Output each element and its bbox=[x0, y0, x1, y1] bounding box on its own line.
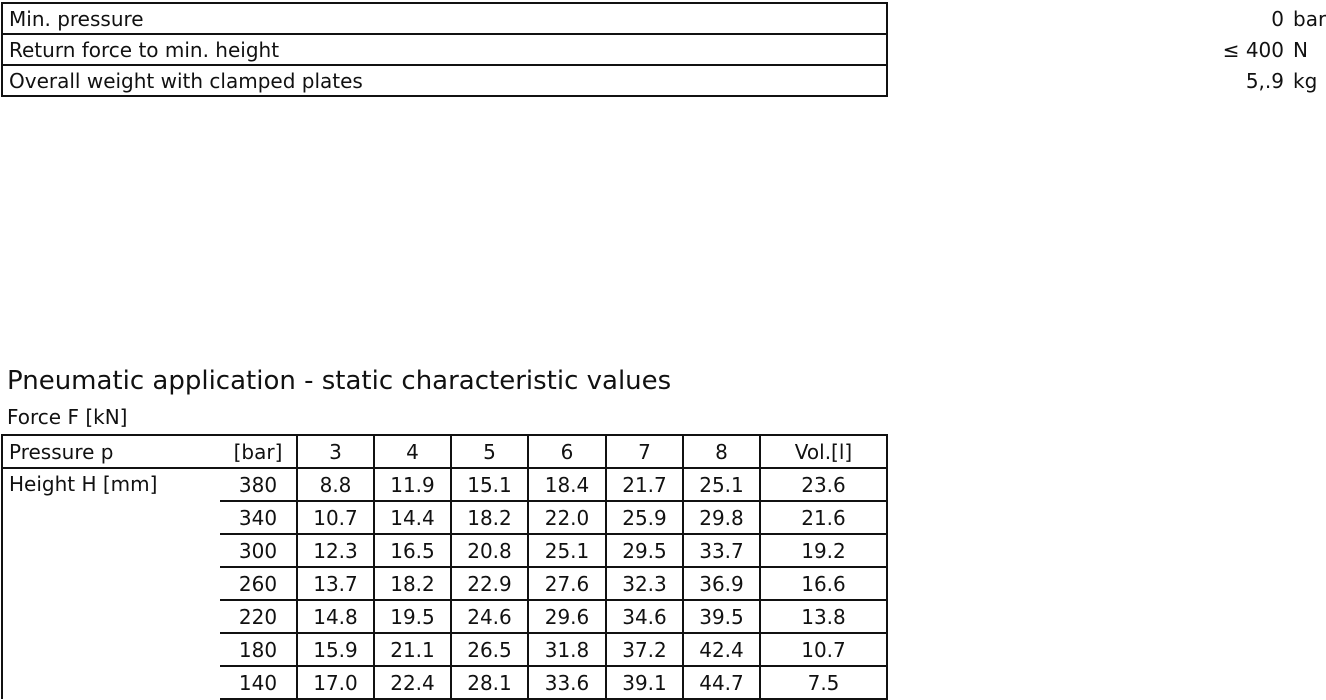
spec-value: 0 bbox=[1271, 6, 1284, 31]
force-value: 39.5 bbox=[683, 600, 760, 633]
blank-cell bbox=[2, 600, 220, 633]
table-row bbox=[2, 633, 887, 666]
force-value: 27.6 bbox=[528, 567, 606, 600]
blank-cell bbox=[2, 501, 220, 534]
force-value: 29.8 bbox=[683, 501, 760, 534]
volume-value: 19.2 bbox=[760, 534, 887, 567]
spec-row bbox=[2, 34, 887, 65]
volume-value: 23.6 bbox=[760, 468, 887, 501]
pressure-header: 3 bbox=[297, 435, 374, 468]
force-value: 39.1 bbox=[606, 666, 683, 699]
force-value: 33.6 bbox=[528, 666, 606, 699]
height-value: 220 bbox=[220, 600, 297, 633]
force-value: 18.2 bbox=[374, 567, 451, 600]
height-value: 340 bbox=[220, 501, 297, 534]
height-value: 260 bbox=[220, 567, 297, 600]
force-value: 20.8 bbox=[451, 534, 528, 567]
pressure-header: 7 bbox=[606, 435, 683, 468]
force-value: 15.9 bbox=[297, 633, 374, 666]
spec-value-cell bbox=[522, 3, 1326, 34]
force-value: 29.6 bbox=[528, 600, 606, 633]
force-value: 28.1 bbox=[451, 666, 528, 699]
spec-unit: bar bbox=[1293, 6, 1326, 31]
table-row bbox=[2, 534, 887, 567]
force-value: 13.7 bbox=[297, 567, 374, 600]
force-value: 21.7 bbox=[606, 468, 683, 501]
force-value: 29.5 bbox=[606, 534, 683, 567]
volume-value: 16.6 bbox=[760, 567, 887, 600]
blank-cell bbox=[2, 666, 220, 699]
force-value: 22.9 bbox=[451, 567, 528, 600]
height-value: 140 bbox=[220, 666, 297, 699]
characteristics-table bbox=[1, 434, 888, 700]
spec-value: ≤ 400 bbox=[1222, 37, 1284, 62]
force-value: 14.8 bbox=[297, 600, 374, 633]
spec-unit: kg bbox=[1293, 68, 1318, 93]
force-value: 25.1 bbox=[683, 468, 760, 501]
pressure-header: 4 bbox=[374, 435, 451, 468]
section-subtitle: Force F [kN] bbox=[7, 405, 128, 429]
force-value: 19.5 bbox=[374, 600, 451, 633]
pressure-header: 8 bbox=[683, 435, 760, 468]
force-value: 44.7 bbox=[683, 666, 760, 699]
force-value: 14.4 bbox=[374, 501, 451, 534]
force-value: 31.8 bbox=[528, 633, 606, 666]
volume-value: 10.7 bbox=[760, 633, 887, 666]
force-value: 42.4 bbox=[683, 633, 760, 666]
force-value: 36.9 bbox=[683, 567, 760, 600]
table-row bbox=[2, 666, 887, 699]
force-value: 8.8 bbox=[297, 468, 374, 501]
height-value: 380 bbox=[220, 468, 297, 501]
blank-cell bbox=[2, 633, 220, 666]
force-value: 22.0 bbox=[528, 501, 606, 534]
table-row bbox=[2, 468, 887, 501]
height-value: 300 bbox=[220, 534, 297, 567]
table-body bbox=[2, 468, 887, 699]
table-row bbox=[2, 567, 887, 600]
pressure-unit: [bar] bbox=[220, 435, 297, 468]
volume-value: 13.8 bbox=[760, 600, 887, 633]
force-value: 24.6 bbox=[451, 600, 528, 633]
volume-header: Vol.[l] bbox=[760, 435, 887, 468]
volume-value: 21.6 bbox=[760, 501, 887, 534]
spec-label: Overall weight with clamped plates bbox=[2, 65, 522, 96]
spec-row bbox=[2, 3, 887, 34]
spec-label: Min. pressure bbox=[2, 3, 522, 34]
force-value: 11.9 bbox=[374, 468, 451, 501]
blank-cell bbox=[2, 534, 220, 567]
force-value: 21.1 bbox=[374, 633, 451, 666]
spec-row bbox=[2, 65, 887, 96]
height-value: 180 bbox=[220, 633, 297, 666]
section-title: Pneumatic application - static characteristic values bbox=[7, 366, 672, 396]
spec-label: Return force to min. height bbox=[2, 34, 522, 65]
table-row bbox=[2, 600, 887, 633]
force-value: 25.1 bbox=[528, 534, 606, 567]
force-value: 22.4 bbox=[374, 666, 451, 699]
pressure-header: 5 bbox=[451, 435, 528, 468]
force-value: 32.3 bbox=[606, 567, 683, 600]
volume-value: 7.5 bbox=[760, 666, 887, 699]
force-value: 34.6 bbox=[606, 600, 683, 633]
force-value: 18.2 bbox=[451, 501, 528, 534]
pressure-header: 6 bbox=[528, 435, 606, 468]
force-value: 37.2 bbox=[606, 633, 683, 666]
force-value: 16.5 bbox=[374, 534, 451, 567]
blank-cell bbox=[2, 567, 220, 600]
specs-table bbox=[1, 2, 1326, 97]
force-value: 25.9 bbox=[606, 501, 683, 534]
spec-value-cell bbox=[522, 34, 1308, 65]
header-row bbox=[2, 435, 887, 468]
pressure-label: Pressure p bbox=[2, 435, 220, 468]
force-value: 26.5 bbox=[451, 633, 528, 666]
spec-value-cell bbox=[522, 65, 1318, 96]
force-value: 10.7 bbox=[297, 501, 374, 534]
force-value: 18.4 bbox=[528, 468, 606, 501]
force-value: 12.3 bbox=[297, 534, 374, 567]
force-value: 33.7 bbox=[683, 534, 760, 567]
spec-value: 5,.9 bbox=[1245, 68, 1284, 93]
force-value: 17.0 bbox=[297, 666, 374, 699]
table-row bbox=[2, 501, 887, 534]
height-label: Height H [mm] bbox=[2, 468, 220, 501]
spec-unit: N bbox=[1293, 37, 1308, 62]
force-value: 15.1 bbox=[451, 468, 528, 501]
